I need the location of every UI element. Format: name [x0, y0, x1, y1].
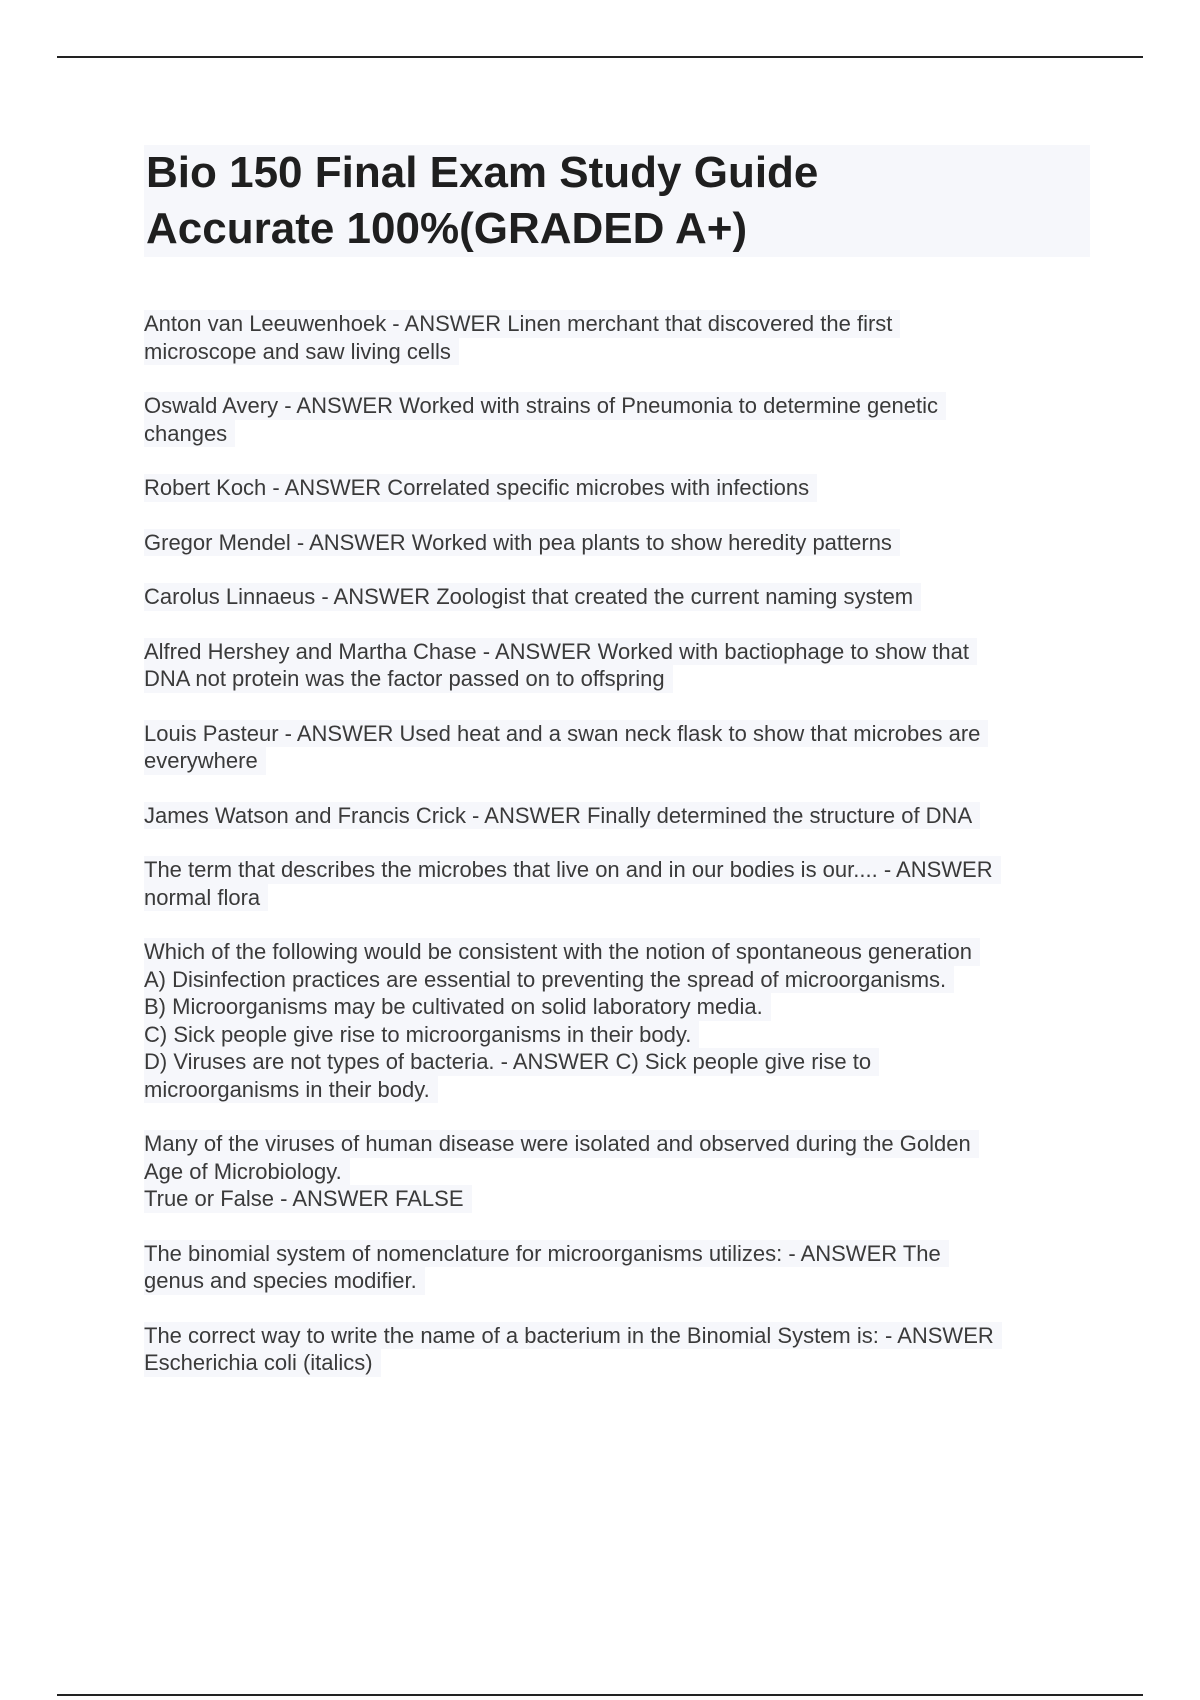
qa-entry: [144, 529, 1094, 557]
text-line: The binomial system of nomenclature for microorganisms utilizes: - ANSWER The: [144, 1240, 949, 1268]
text-line: genus and species modifier.: [144, 1267, 425, 1295]
text-line: True or False - ANSWER FALSE: [144, 1185, 472, 1213]
text-line: Age of Microbiology.: [144, 1158, 350, 1186]
qa-entry: [144, 1322, 1094, 1377]
text-line: DNA not protein was the factor passed on to offspring: [144, 665, 673, 693]
qa-list: [144, 310, 1094, 1404]
top-rule: [57, 56, 1143, 58]
qa-entry: [144, 856, 1094, 911]
title-text: [146, 145, 1090, 257]
text-line: microscope and saw living cells: [144, 338, 459, 366]
text-line: normal flora: [144, 884, 268, 912]
bottom-rule: [57, 1694, 1143, 1696]
text-line: The correct way to write the name of a bacterium in the Binomial System is: - ANSWER: [144, 1322, 1002, 1350]
text-line: microorganisms in their body.: [144, 1076, 438, 1104]
qa-entry: [144, 474, 1094, 502]
text-line: Louis Pasteur - ANSWER Used heat and a swan neck flask to show that microbes are: [144, 720, 988, 748]
text-line: D) Viruses are not types of bacteria. - ANSWER C) Sick people give rise to: [144, 1048, 879, 1076]
title-line: Accurate 100%(GRADED A+): [146, 204, 748, 253]
text-line: Many of the viruses of human disease were isolated and observed during the Golden: [144, 1130, 979, 1158]
qa-entry: [144, 310, 1094, 365]
qa-entry: [144, 638, 1094, 693]
document-title: [144, 145, 1090, 257]
text-line: Carolus Linnaeus - ANSWER Zoologist that created the current naming system: [144, 583, 921, 611]
qa-entry: [144, 1240, 1094, 1295]
qa-entry: [144, 392, 1094, 447]
qa-entry: [144, 720, 1094, 775]
text-line: Anton van Leeuwenhoek - ANSWER Linen merchant that discovered the first: [144, 310, 900, 338]
text-line: changes: [144, 420, 235, 448]
text-line: everywhere: [144, 747, 266, 775]
text-line: The term that describes the microbes that live on and in our bodies is our.... - ANSWER: [144, 856, 1001, 884]
qa-entry: [144, 583, 1094, 611]
text-line: Alfred Hershey and Martha Chase - ANSWER Worked with bactiophage to show that: [144, 638, 977, 666]
text-line: James Watson and Francis Crick - ANSWER Finally determined the structure of DNA: [144, 802, 980, 830]
text-line: B) Microorganisms may be cultivated on solid laboratory media.: [144, 993, 771, 1021]
text-line: A) Disinfection practices are essential to preventing the spread of microorganisms.: [144, 966, 954, 994]
qa-entry: [144, 938, 1094, 1103]
title-line: Bio 150 Final Exam Study Guide: [146, 148, 819, 197]
text-line: Oswald Avery - ANSWER Worked with strains of Pneumonia to determine genetic: [144, 392, 946, 420]
text-line: Escherichia coli (italics): [144, 1349, 381, 1377]
qa-entry: [144, 1130, 1094, 1213]
qa-entry: [144, 802, 1094, 830]
text-line: Robert Koch - ANSWER Correlated specific microbes with infections: [144, 474, 817, 502]
text-line: C) Sick people give rise to microorganisms in their body.: [144, 1021, 699, 1049]
text-line: Gregor Mendel - ANSWER Worked with pea plants to show heredity patterns: [144, 529, 900, 557]
text-line: Which of the following would be consistent with the notion of spontaneous generation: [144, 938, 980, 966]
